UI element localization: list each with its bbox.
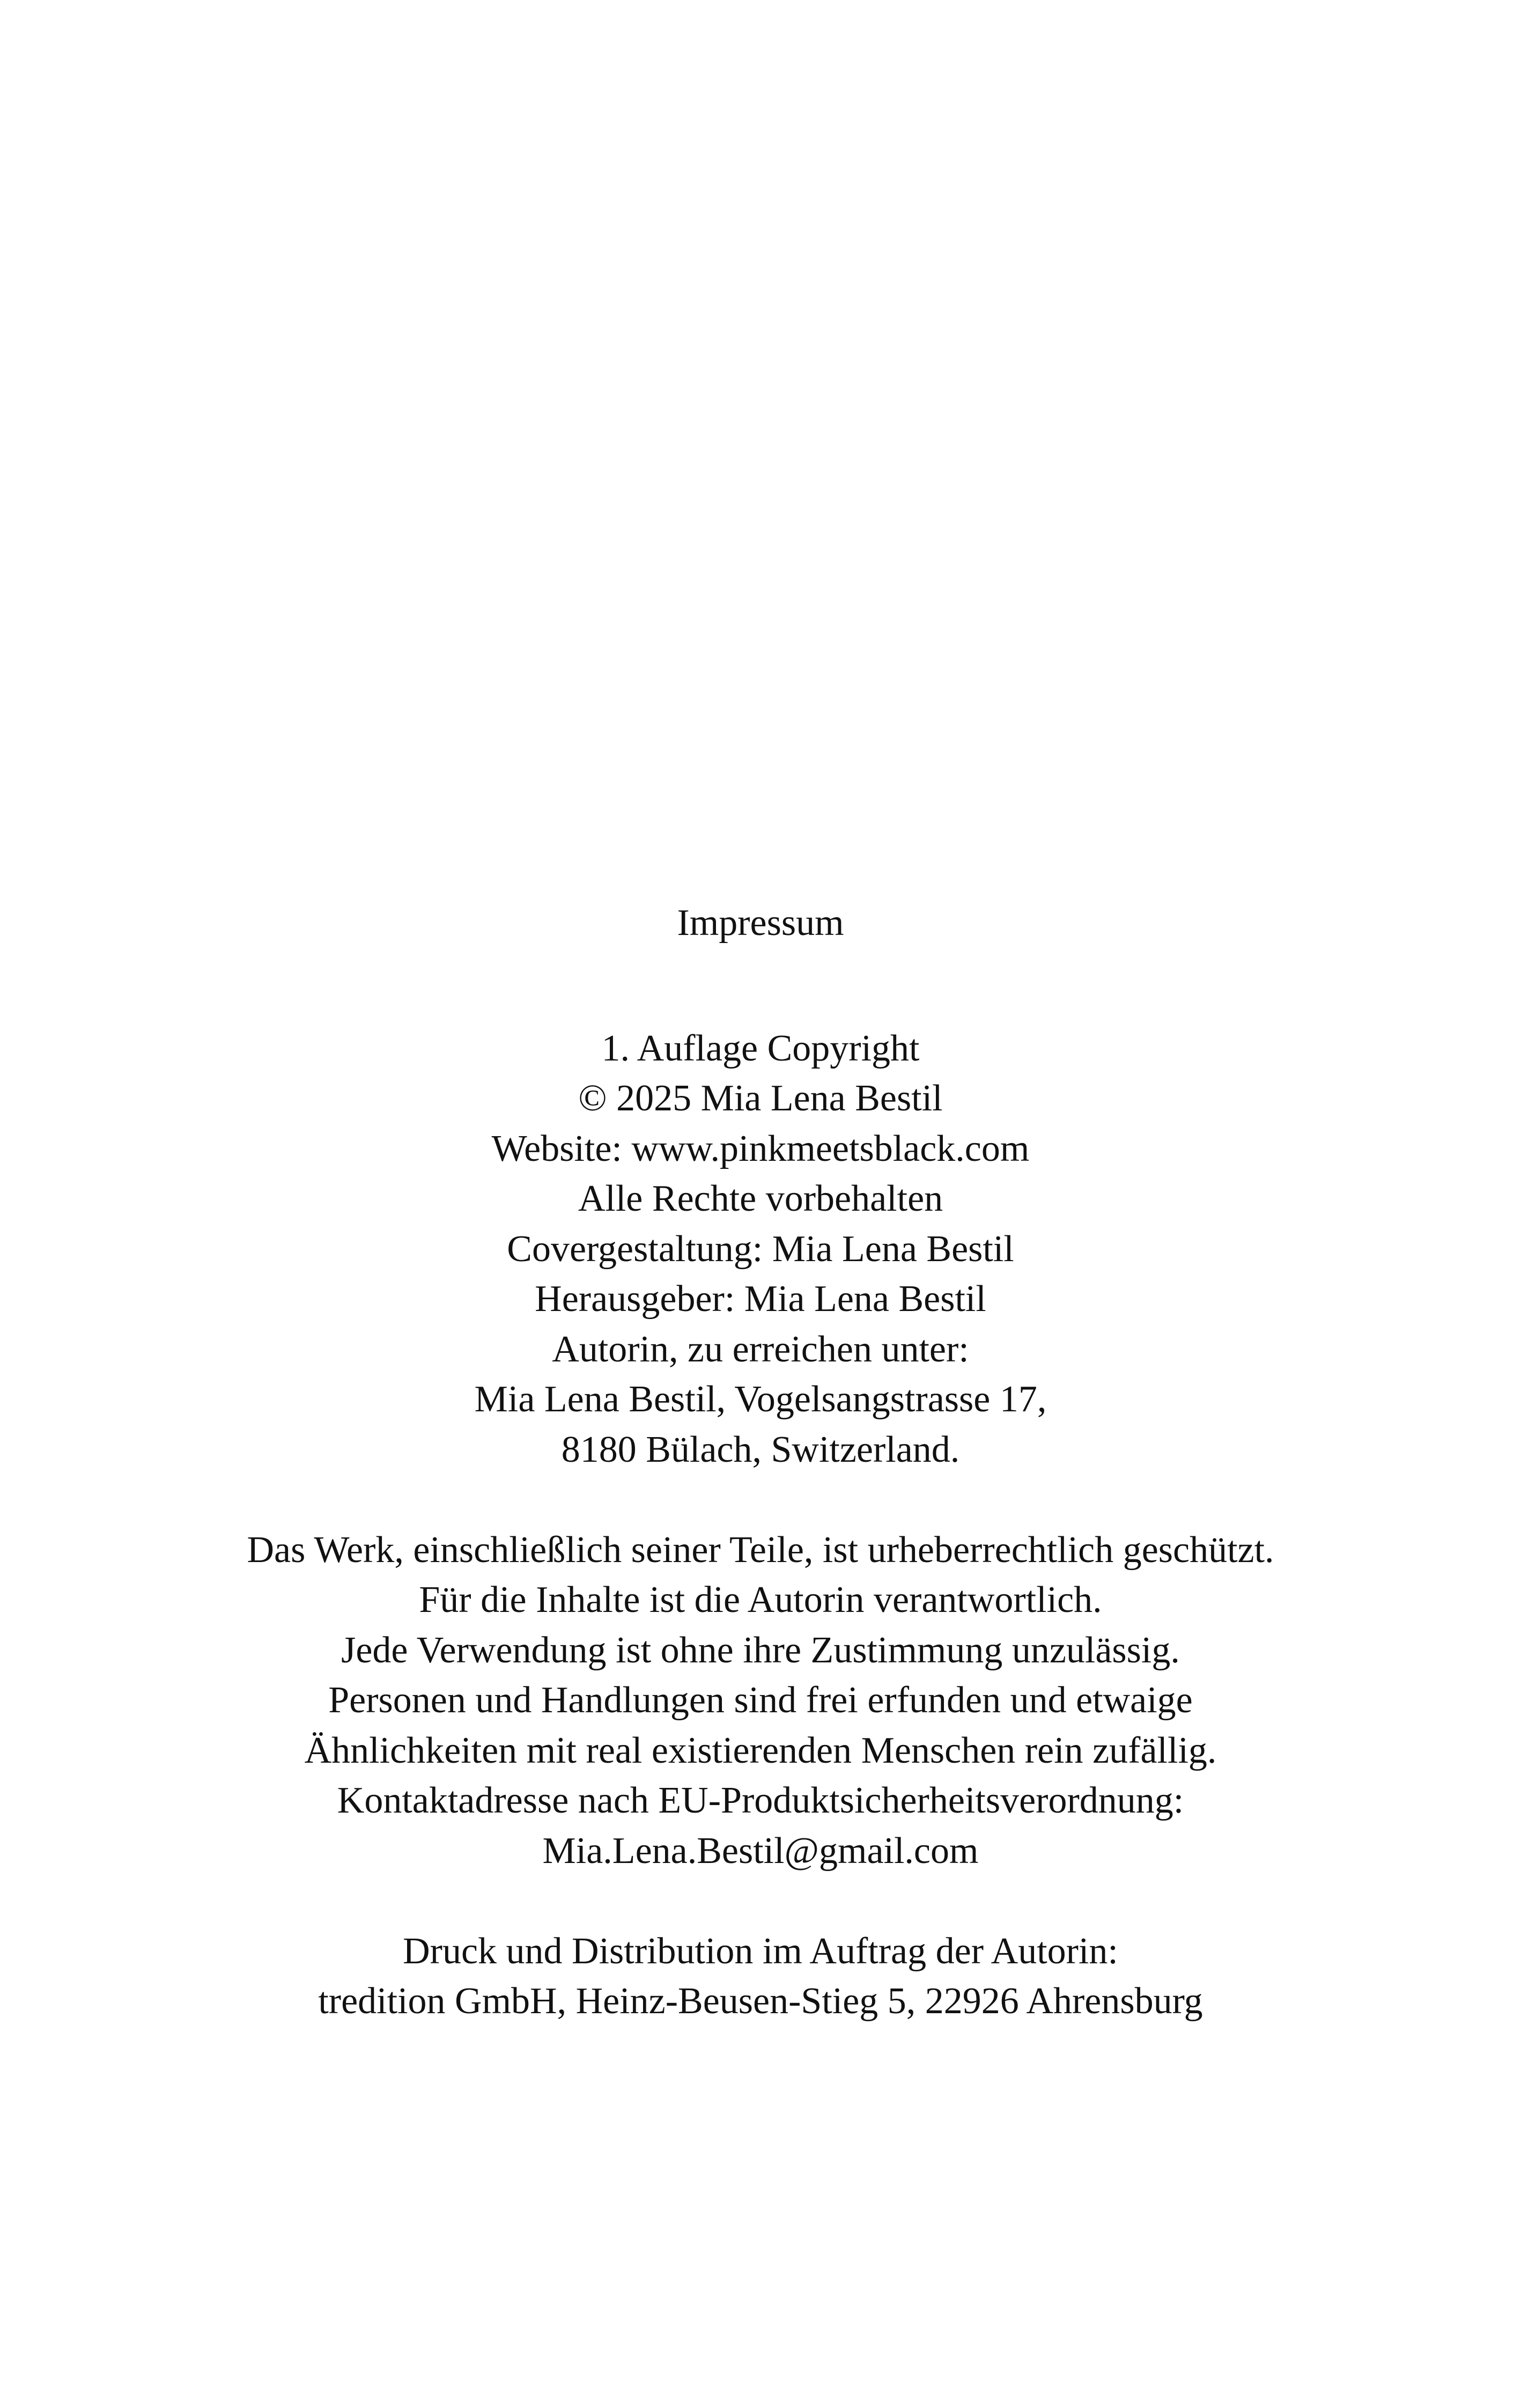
contact-email: Mia.Lena.Bestil@gmail.com (542, 1830, 979, 1872)
spacer (0, 1475, 1521, 1525)
legal-line: Ähnlichkeiten mit real existierenden Menschen rein zufällig. (304, 1729, 1217, 1771)
address-line: Mia Lena Bestil, Vogelsangstrasse 17, (474, 1379, 1047, 1420)
website-line: Website: www.pinkmeetsblack.com (491, 1128, 1030, 1169)
print-block (0, 1926, 1521, 2027)
edition-line: 1. Auflage Copyright (601, 1027, 920, 1069)
page-title: Impressum (677, 902, 844, 944)
legal-block (0, 1525, 1521, 1876)
rights-line: Alle Rechte vorbehalten (578, 1178, 943, 1219)
imprint-section (0, 898, 1521, 2027)
print-line: Druck und Distribution im Auftrag der Autorin: (403, 1930, 1118, 1972)
legal-line: Für die Inhalte ist die Autorin verantwortlich. (419, 1579, 1102, 1621)
publication-block (0, 1023, 1521, 1475)
spacer (0, 948, 1521, 1023)
legal-line: Das Werk, einschließlich seiner Teile, ist urheberrechtlich geschützt. (247, 1529, 1274, 1571)
cover-design-line: Covergestaltung: Mia Lena Bestil (507, 1228, 1014, 1270)
publisher-line: Herausgeber: Mia Lena Bestil (535, 1278, 986, 1320)
printer-address-line: tredition GmbH, Heinz-Beusen-Stieg 5, 22926 Ahrensburg (318, 1980, 1203, 2022)
legal-line: Jede Verwendung ist ohne ihre Zustimmung unzulässig. (341, 1629, 1180, 1671)
spacer (0, 1876, 1521, 1926)
author-contact-label: Autorin, zu erreichen unter: (552, 1328, 969, 1370)
legal-line: Personen und Handlungen sind frei erfunden und etwaige (328, 1680, 1193, 1721)
city-line: 8180 Bülach, Switzerland. (561, 1428, 960, 1470)
legal-line: Kontaktadresse nach EU-Produktsicherheitsverordnung: (337, 1780, 1184, 1821)
copyright-line: © 2025 Mia Lena Bestil (578, 1078, 943, 1119)
